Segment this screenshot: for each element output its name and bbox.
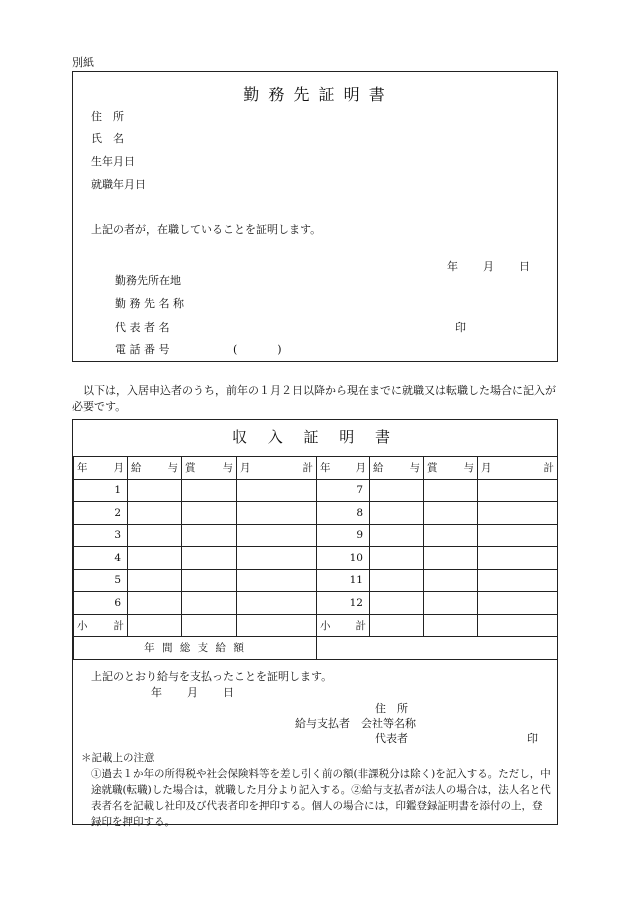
table-row	[74, 547, 558, 570]
salary-cell[interactable]	[370, 502, 424, 525]
income-cert-title: 収 入 証 明 書	[231, 428, 399, 446]
month-cell: 9	[317, 524, 370, 547]
phone-parens: ( )	[233, 343, 288, 356]
income-table	[73, 456, 558, 660]
bonus-cell[interactable]	[424, 502, 478, 525]
month-cell: 8	[317, 502, 370, 525]
bonus-cell[interactable]	[424, 524, 478, 547]
month-cell: 5	[74, 569, 128, 592]
date-month: 月	[483, 260, 494, 273]
payer-representative: 代表者	[375, 732, 408, 745]
salary-cell[interactable]	[128, 547, 182, 570]
employer-representative: 代 表 者 名	[115, 321, 170, 334]
bonus-subtotal-cell[interactable]	[424, 614, 478, 637]
bonus-cell[interactable]	[182, 547, 237, 570]
month-cell: 2	[74, 502, 128, 525]
month-cell: 7	[317, 479, 370, 502]
bonus-cell[interactable]	[182, 569, 237, 592]
bonus-cell[interactable]	[182, 592, 237, 615]
monthly-total-cell[interactable]	[237, 547, 317, 570]
salary-cell[interactable]	[128, 502, 182, 525]
employer-phone: 電 話 番 号	[115, 343, 170, 356]
annual-total-row	[74, 637, 558, 660]
monthly-total-cell[interactable]	[478, 569, 558, 592]
monthly-total-cell[interactable]	[237, 479, 317, 502]
notes-heading: ＊記載上の注意	[81, 752, 155, 764]
bonus-cell[interactable]	[182, 479, 237, 502]
bonus-cell[interactable]	[424, 569, 478, 592]
month-cell: 4	[74, 547, 128, 570]
salary-cell[interactable]	[370, 524, 424, 547]
income-date-month: 月	[187, 686, 198, 699]
total-subtotal-cell[interactable]	[237, 614, 317, 637]
bonus-cell[interactable]	[424, 592, 478, 615]
header-cell: 賞 与	[424, 457, 478, 480]
header-cell: 賞 与	[182, 457, 237, 480]
employer-location: 勤務先所在地	[115, 274, 181, 287]
intro-note: 以下は，入居申込者のうち，前年の１月２日以降から現在までに就職又は転職した場合に記入が必要です。	[72, 384, 556, 413]
notes-text: ①過去１か年の所得税や社会保険料等を差し引く前の額(非課税分は除く)を記入する。ただし，中途就職(転職)した場合は，就職した月分より記入する。②給与支払者が法人の場合は，法人名と代表者名を記載し社印及び代表者印を押印する。個人の場合には，印鑑登録証明書を添付の上，登録印を押印する。	[91, 768, 551, 828]
subtotal-label: 小 計	[317, 614, 370, 637]
salary-cell[interactable]	[128, 592, 182, 615]
salary-cell[interactable]	[128, 569, 182, 592]
header-cell: 月 計	[478, 457, 558, 480]
salary-cell[interactable]	[370, 592, 424, 615]
seal-mark: 印	[455, 321, 466, 334]
employment-cert-title: 勤 務 先 証 明 書	[243, 85, 387, 104]
monthly-total-cell[interactable]	[478, 479, 558, 502]
income-statement: 上記のとおり給与を支払ったことを証明します。	[91, 670, 333, 683]
monthly-total-cell[interactable]	[478, 547, 558, 570]
header-cell: 給 与	[370, 457, 424, 480]
monthly-total-cell[interactable]	[237, 502, 317, 525]
header-cell: 給 与	[128, 457, 182, 480]
field-employment-date: 就職年月日	[91, 178, 146, 191]
payer-company: 会社等名称	[361, 717, 416, 730]
month-cell: 12	[317, 592, 370, 615]
header-cell: 年 月	[317, 457, 370, 480]
income-date-year: 年	[151, 686, 162, 699]
salary-subtotal-cell[interactable]	[128, 614, 182, 637]
header-cell: 月 計	[237, 457, 317, 480]
field-address: 住 所	[91, 110, 124, 123]
salary-cell[interactable]	[128, 479, 182, 502]
bonus-cell[interactable]	[182, 502, 237, 525]
monthly-total-cell[interactable]	[237, 569, 317, 592]
table-row	[74, 479, 558, 502]
monthly-total-cell[interactable]	[478, 592, 558, 615]
bonus-subtotal-cell[interactable]	[182, 614, 237, 637]
income-date-day: 日	[223, 686, 234, 699]
month-cell: 10	[317, 547, 370, 570]
employment-statement: 上記の者が，在職していることを証明します。	[91, 223, 322, 236]
bonus-cell[interactable]	[424, 479, 478, 502]
annual-total-value[interactable]	[317, 637, 558, 660]
month-cell: 3	[74, 524, 128, 547]
field-name: 氏 名	[91, 132, 124, 145]
notes-section	[81, 750, 551, 830]
month-cell: 11	[317, 569, 370, 592]
subtotal-row	[74, 614, 558, 637]
table-row	[74, 592, 558, 615]
header-cell: 年 月	[74, 457, 128, 480]
monthly-total-cell[interactable]	[478, 502, 558, 525]
salary-subtotal-cell[interactable]	[370, 614, 424, 637]
monthly-total-cell[interactable]	[237, 592, 317, 615]
annual-total-label: 年 間 総 支 給 額	[74, 637, 317, 660]
table-header-row	[74, 457, 558, 480]
monthly-total-cell[interactable]	[237, 524, 317, 547]
payer-seal-mark: 印	[527, 732, 538, 745]
salary-cell[interactable]	[370, 479, 424, 502]
field-birthdate: 生年月日	[91, 155, 135, 168]
month-cell: 1	[74, 479, 128, 502]
date-day: 日	[519, 260, 530, 273]
payer-label: 給与支払者	[295, 717, 350, 730]
date-year: 年	[447, 260, 458, 273]
table-row	[74, 502, 558, 525]
payer-address: 住 所	[375, 702, 408, 715]
bonus-cell[interactable]	[182, 524, 237, 547]
salary-cell[interactable]	[370, 547, 424, 570]
month-cell: 6	[74, 592, 128, 615]
employment-certificate	[72, 71, 558, 362]
salary-cell[interactable]	[128, 524, 182, 547]
attachment-label: 別紙	[72, 56, 94, 69]
total-subtotal-cell[interactable]	[478, 614, 558, 637]
employer-name: 勤 務 先 名 称	[115, 297, 184, 310]
subtotal-label: 小 計	[74, 614, 128, 637]
table-row	[74, 569, 558, 592]
table-row	[74, 524, 558, 547]
bonus-cell[interactable]	[424, 547, 478, 570]
salary-cell[interactable]	[370, 569, 424, 592]
monthly-total-cell[interactable]	[478, 524, 558, 547]
income-certificate	[72, 419, 558, 828]
